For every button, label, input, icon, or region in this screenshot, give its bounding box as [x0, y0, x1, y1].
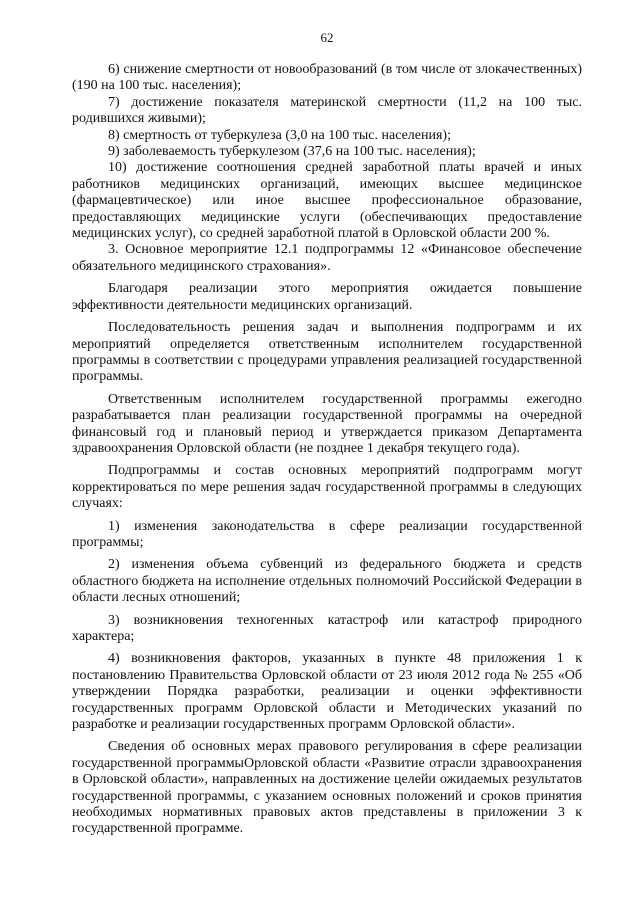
list-item-8: 8) смертность от туберкулеза (3,0 на 100 тыс. населения); — [108, 127, 451, 143]
page-number: 62 — [320, 30, 334, 45]
annual-plan-paragraph: Ответственным исполнителем государственной программы ежегодно разрабатывается план реализации государственной программы на очередной финансовый год и плановый период и утверждается приказом Департамента здравоохранения Орловской области (не позднее 1 декабря текущего года). — [72, 391, 582, 456]
case-item-2: 2) изменения объема субвенций из федерального бюджета и средств областного бюджета на исполнение отдельных полномочий Российской Федерации в области лесных отношений; — [72, 557, 582, 606]
case-item-1: 1) изменения законодательства в сфере реализации государственной программы; — [72, 518, 582, 550]
list-item-6: 6) снижение смертности от новообразований (в том числе от злокачественных) (190 на 100 тыс. населения); — [72, 62, 582, 94]
case-item-3: 3) возникновения техногенных катастроф или катастроф природного характера; — [72, 612, 582, 644]
list-item-7: 7) достижение показателя материнской смертности (11,2 на 100 тыс. родившихся живыми); — [72, 94, 582, 127]
case-item-4: 4) возникновения факторов, указанных в пункте 48 приложения 1 к постановлению Правительства Орловской области от 23 июля 2012 года № 255 «Об утверждении Порядка разработки, реализации и оценки эффективности государственных программ Орловской области и Методических указаний по разработке и реализации государственных программ Орловской области». — [72, 651, 582, 733]
list-item-9: 9) заболеваемость туберкулезом (37,6 на 100 тыс. населения); — [108, 144, 476, 160]
main-activity-heading: 3. Основное мероприятие 12.1 подпрограммы 12 «Финансовое обеспечение обязательного медицинского страхования». — [72, 242, 582, 274]
activity-outcome-paragraph: Благодаря реализации этого мероприятия ожидается повышение эффективности деятельности медицинских организаций. — [72, 281, 582, 313]
sequence-paragraph: Последовательность решения задач и выполнения подпрограмм и их мероприятий определяется ответственным исполнителем государственной программы в соответствии с процедурами управления реализацией государственной программы. — [72, 320, 582, 385]
adjustment-paragraph: Подпрограммы и состав основных мероприятий подпрограмм могут корректироваться по мере решения задач государственной программы в следующих случаях: — [72, 463, 582, 512]
list-item-10: 10) достижение соотношения средней заработной платы врачей и иных работников медицинских организаций, имеющих высшее медицинское (фармацевтическое) или иное высшее профессиональное образование, предоставляющих медицинские услуги (обеспечивающих предоставление медицинских услуг), со средней заработной платой в Орловской области 200 %. — [72, 160, 582, 242]
legal-regulation-paragraph: Сведения об основных мерах правового регулирования в сфере реализации государственной программыОрловской области «Развитие отрасли здравоохранения в Орловской области», направленных на достижение целейи ожидаемых результатов государственной программы, с указанием основных положений и сроков принятия необходимых нормативных правовых актов представлены в приложении 3 к государственной программе. — [72, 739, 582, 837]
